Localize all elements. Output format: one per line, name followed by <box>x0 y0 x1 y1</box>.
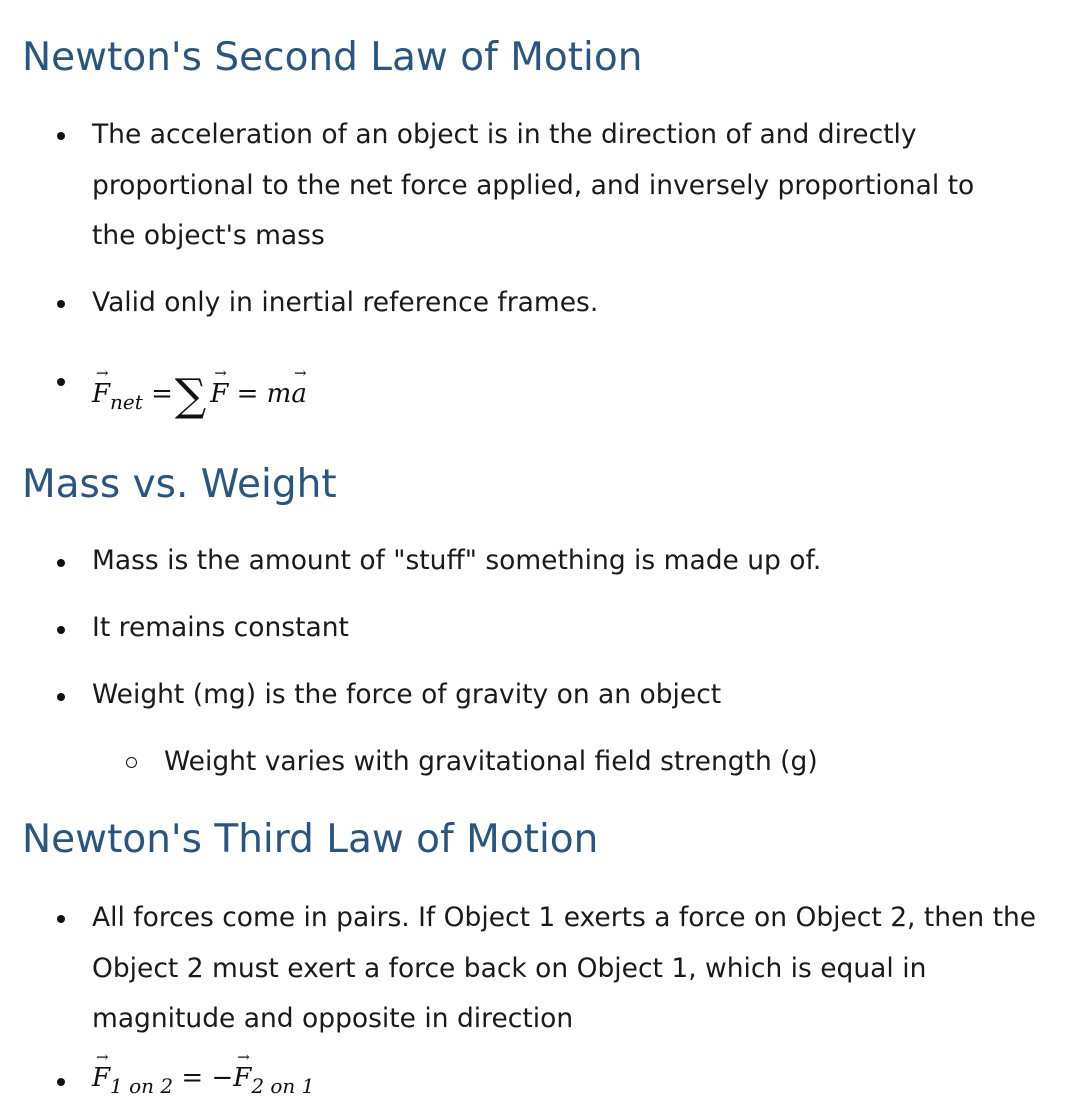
list-item: Mass is the amount of "stuff" something is made up of. <box>92 545 822 576</box>
sub-list-item: Weight varies with gravitational field strength (g) <box>164 746 818 777</box>
bullet-icon <box>54 912 68 926</box>
bullet-icon <box>54 623 68 637</box>
equals-sign: = <box>151 379 173 409</box>
bullet-icon <box>54 1075 68 1089</box>
equals-sign: = <box>236 379 259 409</box>
force-vector: → F <box>233 1063 251 1093</box>
mass-symbol: m <box>266 379 292 409</box>
net-force-equation <box>92 362 307 421</box>
minus-sign: − <box>211 1063 234 1093</box>
two-on-one-subscript: 2 on 1 <box>251 1074 315 1098</box>
bullet-icon <box>54 375 68 389</box>
list-item: Weight (mg) is the force of gravity on an object <box>92 679 722 710</box>
list-item: It remains constant <box>92 612 349 643</box>
heading-newtons-third-law: Newton's Third Law of Motion <box>22 817 599 862</box>
list-item: Valid only in inertial reference frames. <box>92 287 599 318</box>
heading-newtons-second-law: Newton's Second Law of Motion <box>22 35 643 80</box>
hollow-bullet-icon <box>125 756 139 770</box>
bullet-icon <box>54 556 68 570</box>
list-item: The acceleration of an object is in the direction of and directly proportional to the net force applied, and inversely proportional to the object's mass <box>92 119 975 251</box>
third-law-equation <box>92 1063 315 1098</box>
net-subscript: net <box>110 390 143 414</box>
equals-sign: = <box>181 1063 204 1093</box>
acceleration-vector: → a <box>291 379 307 409</box>
bullet-icon <box>54 297 68 311</box>
bullet-icon <box>54 690 68 704</box>
force-vector: → F <box>92 1063 110 1093</box>
force-vector: → F <box>210 379 228 409</box>
list-item: All forces come in pairs. If Object 1 exerts a force on Object 2, then the Object 2 must exert a force back on Object 1, which is equal in magnitude and opposite in direction <box>92 902 1037 1034</box>
sigma-symbol: ∑ <box>174 370 207 421</box>
force-vector: → F <box>92 379 110 409</box>
heading-mass-vs-weight: Mass vs. Weight <box>22 462 337 507</box>
one-on-two-subscript: 1 on 2 <box>110 1074 174 1098</box>
bullet-icon <box>54 129 68 143</box>
